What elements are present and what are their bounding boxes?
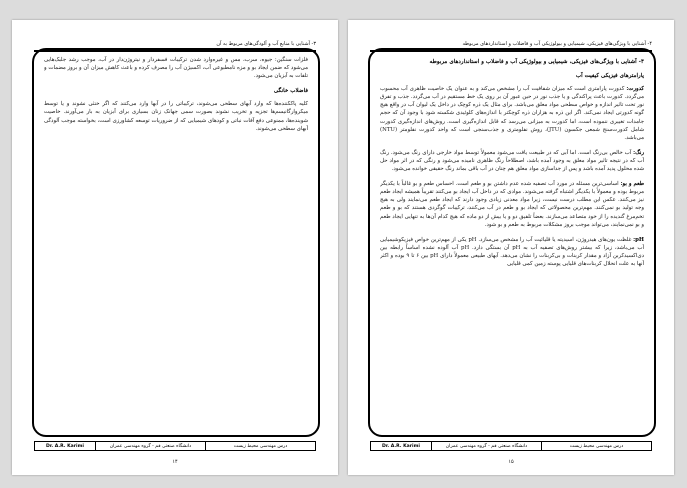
color-lead: رنگ: bbox=[633, 149, 644, 156]
footer-university: دانشگاه صنعتی قم - گروه مهندسی عمران bbox=[432, 441, 541, 451]
taste-odor-text: اساسی‌ترین مسئله در مورد آب تصفیه شده عدم داشتن بو و طعم است. احساس طعم و بو غالباً با یکدیگر مربوط بوده و معمولاً با یکدیگر اشتباه گرفته می‌شوند. موادی که در داخل آب ایجاد بو می‌کنند تقریباً همیشه ایجاد طعم نیز می‌کنند. عکس این مطلب درست نیست، زیرا مواد معدنی زیادی وجود دارند که ایجاد طعم می‌نمایند ولی به هیچ وجه تولید بو نمی‌کنند. مهم‌ترین محصولاتی که ایجاد بو و طعم در آب می‌کنند، ترکیبات گوگردی هستند که بو و طعم تخم‌مرغ گندیده را از خود متصاعد می‌سازند. بعضاً تلفیق دو و یا بیش از دو ماده که هیچ کدام آن‌ها به تنهایی ایجاد طعم و بو نمی‌نمایند، می‌تواند موجب بروز مشکلات مربوط به طعم و بو شود. bbox=[380, 181, 644, 228]
left-page-footer bbox=[34, 441, 316, 451]
footer-course: درس مهندسی محیط زیست bbox=[205, 441, 316, 451]
left-page bbox=[12, 20, 338, 475]
turbidity-text: کدورت پارامتری است که میزان شفافیت آب را مشخص می‌کند و به عنوان یک خاصیت ظاهری آب محسوب می‌گردد. کدورت باعث پراکندگی و یا جذب نور در حین عبور آن بر روی یک خط مستقیم در آب می‌گردد. جذب و تفرق نور تحت تاثیر اندازه و خواص سطحی مواد معلق می‌باشد. برای مثال یک ذره کوچک در داخل یک لیوان آب در واقع هیچ گونه کدورتی ایجاد نمی‌کند. اگر این ذره به هزاران ذره کوچکتر با اندازه‌های کلوئیدی شکسته شود با وجود آن که حجم جامدات تغییری ننموده است، اما کدورت به میزانی می‌رسد که قابل اندازه‌گیری است. روش‌های اندازه‌گیری کدورت شامل کدورت‌سنج شمعی جکسون (JTU)، روش نفلومتری و جذب‌سنجی است که واحد کدورت نفلومتر (NTU) می‌باشد. bbox=[380, 86, 644, 141]
paragraph-taste-odor bbox=[380, 180, 644, 229]
right-page-footer bbox=[370, 441, 652, 451]
left-page-number: ۱۴ bbox=[172, 459, 178, 465]
left-page-header: ۳- آشنایی با منابع آب و آلودگی‌های مربوط به آن bbox=[34, 40, 316, 52]
right-page bbox=[348, 20, 674, 475]
ph-text: غلظت یون‌های هیدروژن، اسیدیته یا قلیائیت آب را مشخص می‌سازد. pH یکی از مهم‌ترین خواص فیزیکوشیمیایی آب می‌باشد، زیرا که بیشتر روش‌های تصفیه آب به pH آن بستگی دارد. pH آب آلوده نشده اساساً رابطه بین دی‌اکسیدکربن آزاد و مقدار کربنات و بی‌کربنات را نشان می‌دهد. آبهای طبیعی معمولاً دارای pH بین ۶ تا ۹ بوده و اکثر آنها به علت انحلال کربنات‌های قلیایی پوسته زمین کمی قلیایی bbox=[380, 236, 644, 267]
right-page-header: ۴- آشنایی با ویژگی‌های فیزیکی، شیمیایی و بیولوژیکی آب و فاضلاب و استانداردهای مربوطه bbox=[370, 40, 652, 52]
paragraph-ph bbox=[380, 236, 644, 268]
left-subheading: فاضلاب خانگی bbox=[273, 88, 308, 95]
footer-author: Dr. A.R. Karimi bbox=[370, 441, 432, 451]
taste-odor-lead: طعم و بو: bbox=[620, 181, 644, 188]
footer-university: دانشگاه صنعتی قم - گروه مهندسی عمران bbox=[96, 441, 205, 451]
ph-lead: pH: bbox=[633, 236, 644, 243]
section-title: ۴- آشنایی با ویژگی‌های فیزیکی، شیمیایی و بیولوژیکی آب و فاضلاب و استانداردهای مربوطه bbox=[429, 59, 644, 65]
paragraph-color bbox=[380, 149, 644, 173]
right-page-number: ۱۵ bbox=[508, 459, 514, 465]
paragraph-turbidity bbox=[380, 85, 644, 142]
footer-author: Dr. A.R. Karimi bbox=[34, 441, 96, 451]
left-paragraph-1: فلزات سنگین: جیوه، سرب، مس و غیره‌وارد شدن ترکیبات فسفردار و نیتروژن‌دار در آب، موجب رشد جلبک‌هایی می‌شود که ضمن ایجاد بو و مزه نامطبوعی آب، اکسیژن آب را مصرف کرده و باعث کاهش میزان آن و بروز مضمات و تلفات به آبزیان می‌شود. bbox=[44, 57, 308, 80]
left-page-body bbox=[44, 56, 308, 427]
color-text: آب خالص بی‌رنگ است. اما آبی که در طبیعت یافت می‌شود معمولاً توسط مواد خارجی دارای رنگ می‌شود. رنگ آب که در نتیجه تاثیر مواد معلق به وجود آمده باشد، اصطلاحاً رنگ ظاهری نامیده می‌شود و رنگی که در اثر مواد حل شده محلول پدید آمده باشد و پس از جداسازی مواد معلق هم چنان در آب باقی بماند رنگ حقیقی خوانده می‌شود. bbox=[380, 149, 644, 173]
turbidity-lead: کدورت: bbox=[626, 86, 644, 93]
left-paragraph-2: کلیه پاککننده‌ها که وارد آبهای سطحی می‌شوند، ترکیباتی را در آبها وارد می‌کنند که اگر خنثی نشوند و یا توسط میکروارگانیسم‌ها تجزیه و تخریب نشوند بصورت سمی جهانک زنان بسیاری برای آبزیان به بار می‌آورند. خاصیت شوینده‌ها، ممنوعی دفع آفات نباتی و کودهای شیمیایی که از ضروریات توسعه کشاورزی است، بخواسته موجب آلودگی آبهای سطحی می‌شوند. bbox=[44, 101, 308, 132]
subsection-title: پارامترهای فیزیکی کیفیت آب bbox=[575, 73, 644, 80]
footer-course: درس مهندسی محیط زیست bbox=[541, 441, 652, 451]
right-page-body bbox=[380, 56, 644, 427]
